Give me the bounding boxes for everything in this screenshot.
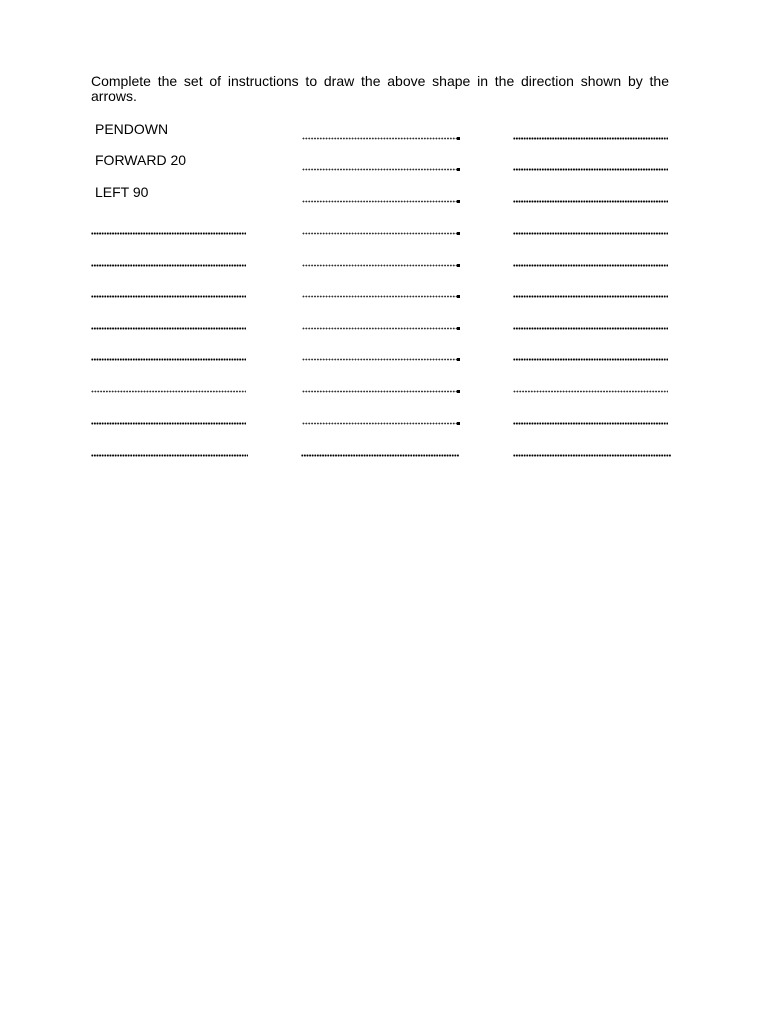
answer-blank[interactable] xyxy=(513,200,668,203)
answer-blank[interactable] xyxy=(91,422,246,425)
answer-blank[interactable] xyxy=(302,422,458,425)
answer-blank[interactable] xyxy=(302,200,458,203)
answer-blank[interactable] xyxy=(302,327,458,330)
answer-blank[interactable] xyxy=(302,390,458,393)
answer-blank[interactable] xyxy=(91,390,246,393)
answer-blank[interactable] xyxy=(91,232,246,235)
answer-blank[interactable] xyxy=(302,232,458,235)
answer-blank[interactable] xyxy=(513,232,668,235)
answer-blank[interactable] xyxy=(513,390,668,393)
answer-blank[interactable] xyxy=(302,358,458,361)
answer-blank[interactable] xyxy=(513,454,671,457)
answer-blank[interactable] xyxy=(301,454,459,457)
answer-blank[interactable] xyxy=(513,137,668,140)
answer-blank[interactable] xyxy=(302,295,458,298)
answer-blank[interactable] xyxy=(513,264,668,267)
answer-blank[interactable] xyxy=(513,422,668,425)
command-forward: FORWARD 20 xyxy=(95,152,187,168)
answer-blank[interactable] xyxy=(302,137,458,140)
answer-blank[interactable] xyxy=(513,168,668,171)
answer-blank[interactable] xyxy=(513,327,668,330)
command-pendown: PENDOWN xyxy=(95,121,169,137)
answer-blank[interactable] xyxy=(302,264,458,267)
answer-blank[interactable] xyxy=(91,264,246,267)
answer-blank[interactable] xyxy=(513,295,668,298)
answer-blank[interactable] xyxy=(91,295,246,298)
answer-blank[interactable] xyxy=(91,327,246,330)
answer-blank[interactable] xyxy=(91,358,246,361)
command-left: LEFT 90 xyxy=(95,184,149,200)
answer-blank[interactable] xyxy=(91,454,248,457)
answer-blank[interactable] xyxy=(302,168,458,171)
instructions-text: Complete the set of instructions to draw the above shape in the direction shown by the arrows. xyxy=(91,73,669,104)
answer-blank[interactable] xyxy=(513,358,668,361)
